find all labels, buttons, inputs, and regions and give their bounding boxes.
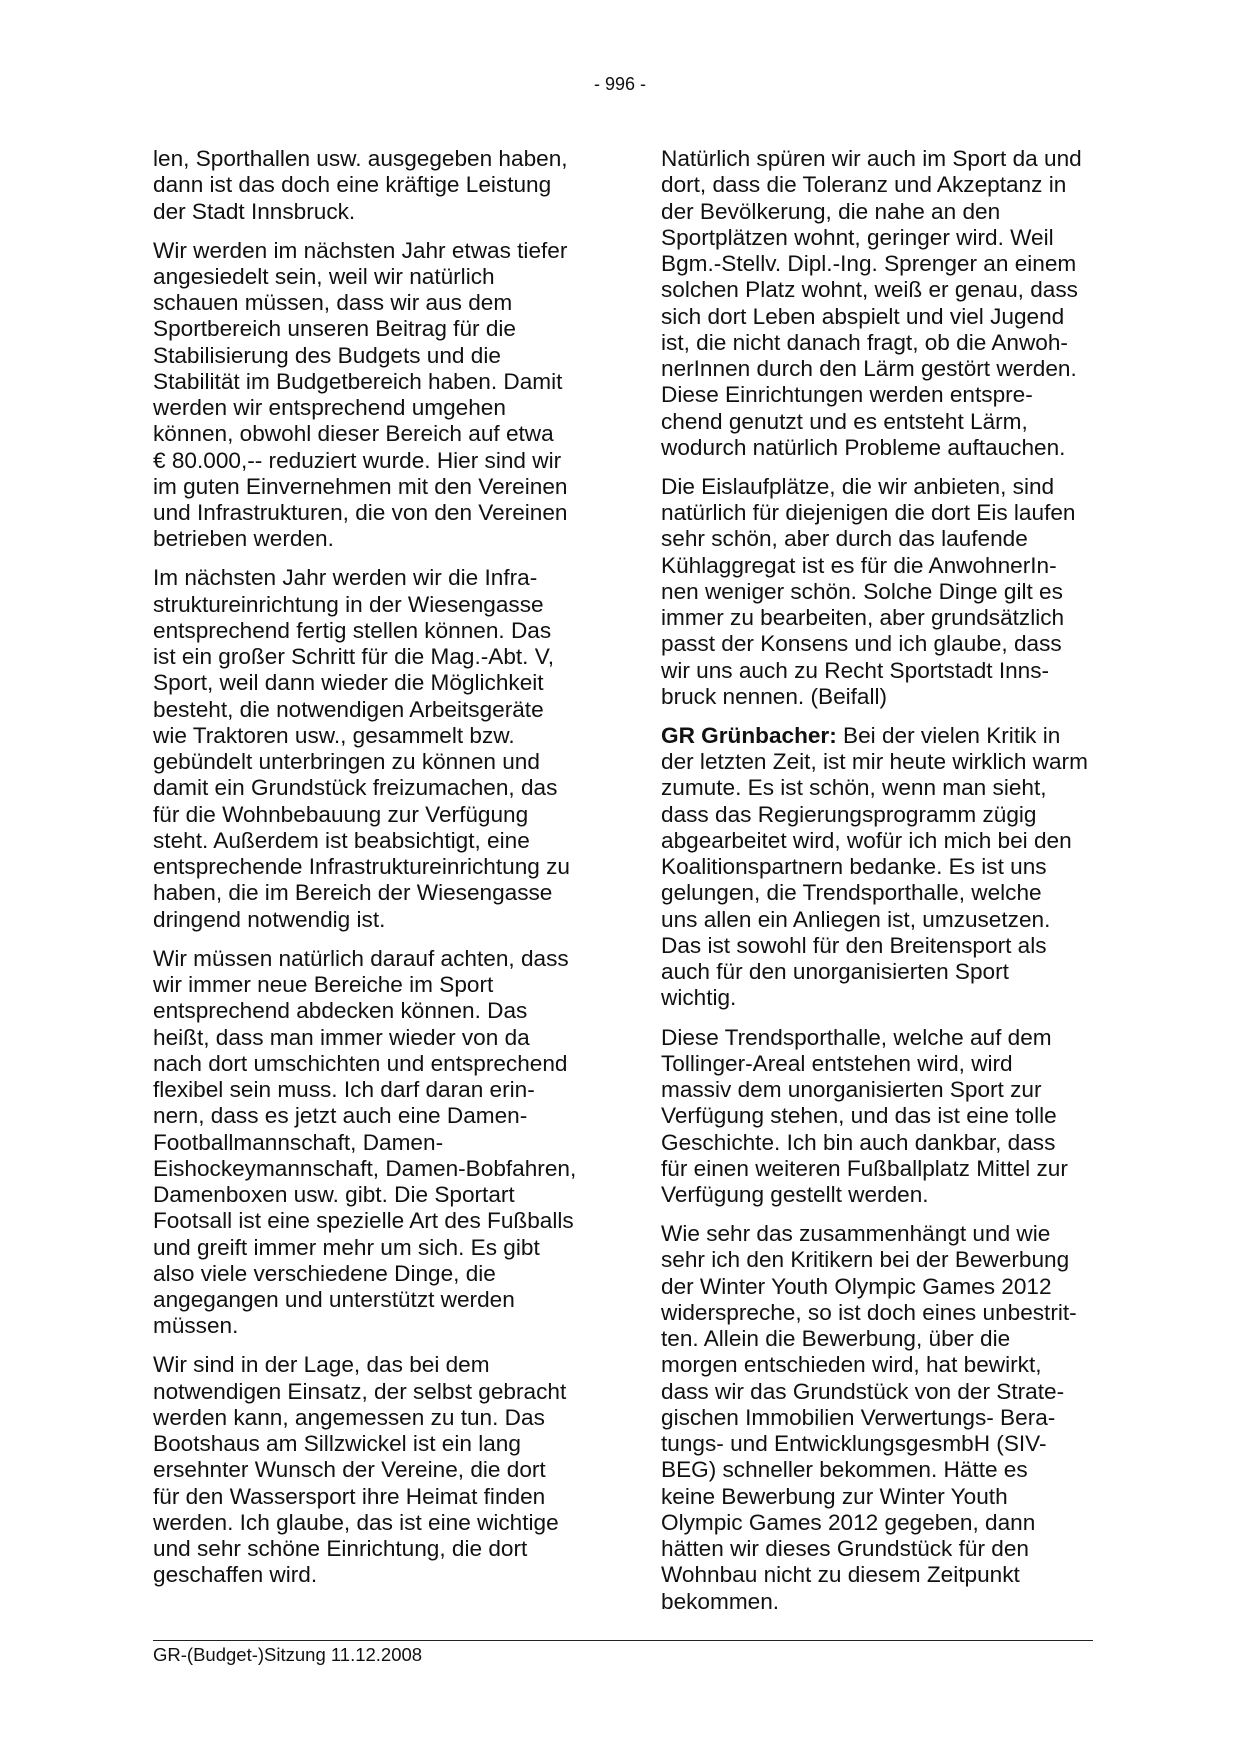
paragraph: len, Sporthallen usw. ausgegeben haben, dann ist das doch eine kräftige Leistung der Stadt Innsbruck. [153, 146, 568, 224]
paragraph: Diese Trendsporthalle, welche auf dem Tollinger-Areal entstehen wird, wird massiv dem unorganisierten Sport zur Verfügung stehen, und das ist eine tolle Geschichte. Ich bin auch dankbar, dass für einen weiteren Fußballplatz Mittel zur Verfügung gestellt werden. [661, 1024, 1068, 1208]
paragraph: Wir sind in der Lage, das bei dem notwendigen Einsatz, der selbst gebracht werden kann, angemessen zu tun. Das Bootshaus am Sillzwickel ist ein lang ersehnter Wunsch der Vereine, die dort für den Wassersport ihre Heimat finden werden. Ich glaube, das ist eine wichtige und sehr schöne Einrichtung, die dort geschaffen wird. [153, 1352, 567, 1588]
right-column [661, 146, 1101, 1628]
page-number: - 996 - [593, 74, 647, 94]
statement-text: Bei der vielen Kritik in der letzten Zeit, ist mir heute wirklich warm zumute. Es ist schön, wenn man sieht, dass das Regierungsprogramm zügig abgearbeitet wird, wofür ich mich bei den Koalitionspartnern bedanke. Es ist uns gelungen, die Trendsporthalle, welche uns allen ein Anliegen ist, umzusetzen. Das ist sowohl für den Breitensport als auch für den unorganisierten Sport wichtig. [661, 722, 1088, 1011]
paragraph: Wir müssen natürlich darauf achten, dass wir immer neue Bereiche im Sport entsprechend abdecken können. Das heißt, dass man immer wieder von da nach dort umschichten und entsprechend flexibel sein muss. Ich darf daran erin- nern, dass es jetzt auch eine Damen- Footballmannschaft, Damen- Eishockeymannschaft, Damen-Bobfahren, Damenboxen usw. gibt. Die Sportart Footsall ist eine spezielle Art des Fußballs und greift immer mehr um sich. Es gibt also viele verschiedene Dinge, die angegangen und unterstützt werden müssen. [153, 945, 577, 1339]
footer-rule [153, 1640, 1093, 1641]
left-column [153, 146, 593, 1601]
speaker-name: GR Grünbacher: [661, 722, 837, 748]
speaker-statement-paragraph [661, 723, 1101, 1012]
paragraph: Im nächsten Jahr werden wir die Infra- struktureinrichtung in der Wiesengasse entsprechend fertig stellen können. Das ist ein großer Schritt für die Mag.-Abt. V, Sport, weil dann wieder die Möglichkeit besteht, die notwendigen Arbeitsgeräte wie Traktoren usw., gesammelt bzw. gebündelt unterbringen zu können und damit ein Grundstück freizumachen, das für die Wohnbebauung zur Verfügung steht. Außerdem ist beabsichtigt, eine entsprechende Infrastruktureinrichtung zu haben, die im Bereich der Wiesengasse dringend notwendig ist. [153, 565, 570, 932]
paragraph: Wir werden im nächsten Jahr etwas tiefer angesiedelt sein, weil wir natürlich schauen müssen, dass wir aus dem Sportbereich unseren Beitrag für die Stabilisierung des Budgets und die Stabilität im Budgetbereich haben. Damit werden wir entsprechend umgehen können, obwohl dieser Bereich auf etwa € 80.000,-- reduziert wurde. Hier sind wir im guten Einvernehmen mit den Vereinen und Infrastrukturen, die von den Vereinen betrieben werden. [153, 237, 568, 552]
paragraph: Die Eislaufplätze, die wir anbieten, sind natürlich für diejenigen die dort Eis laufen sehr schön, aber durch das laufende Kühlaggregat ist es für die AnwohnerIn- nen weniger schön. Solche Dinge gilt es immer zu bearbeiten, aber grundsätzlich passt der Konsens und ich glaube, dass wir uns auch zu Recht Sportstadt Inns- bruck nennen. (Beifall) [661, 473, 1076, 709]
footer-title: GR-(Budget-)Sitzung 11.12.2008 [153, 1644, 423, 1665]
paragraph: Wie sehr das zusammenhängt und wie sehr ich den Kritikern bei der Bewerbung der Winter Youth Olympic Games 2012 widerspreche, so ist doch eines unbestrit- ten. Allein die Bewerbung, über die morgen entschieden wird, hat bewirkt, dass wir das Grundstück von der Strate- gischen Immobilien Verwertungs- Bera- tungs- und EntwicklungsgesmbH (SIV- BEG) schneller bekommen. Hätte es keine Bewerbung zur Winter Youth Olympic Games 2012 gegeben, dann hätten wir dieses Grundstück für den Wohnbau nicht zu diesem Zeitpunkt bekommen. [661, 1221, 1077, 1614]
paragraph: Natürlich spüren wir auch im Sport da und dort, dass die Toleranz und Akzeptanz in der Bevölkerung, die nahe an den Sportplätzen wohnt, geringer wird. Weil Bgm.-Stellv. Dipl.-Ing. Sprenger an einem solchen Platz wohnt, weiß er genau, dass sich dort Leben abspielt und viel Jugend ist, die nicht danach fragt, ob die Anwoh- nerInnen durch den Lärm gestört werden. Diese Einrichtungen werden entspre- chend genutzt und es entsteht Lärm, wodurch natürlich Probleme auftauchen. [661, 146, 1082, 460]
